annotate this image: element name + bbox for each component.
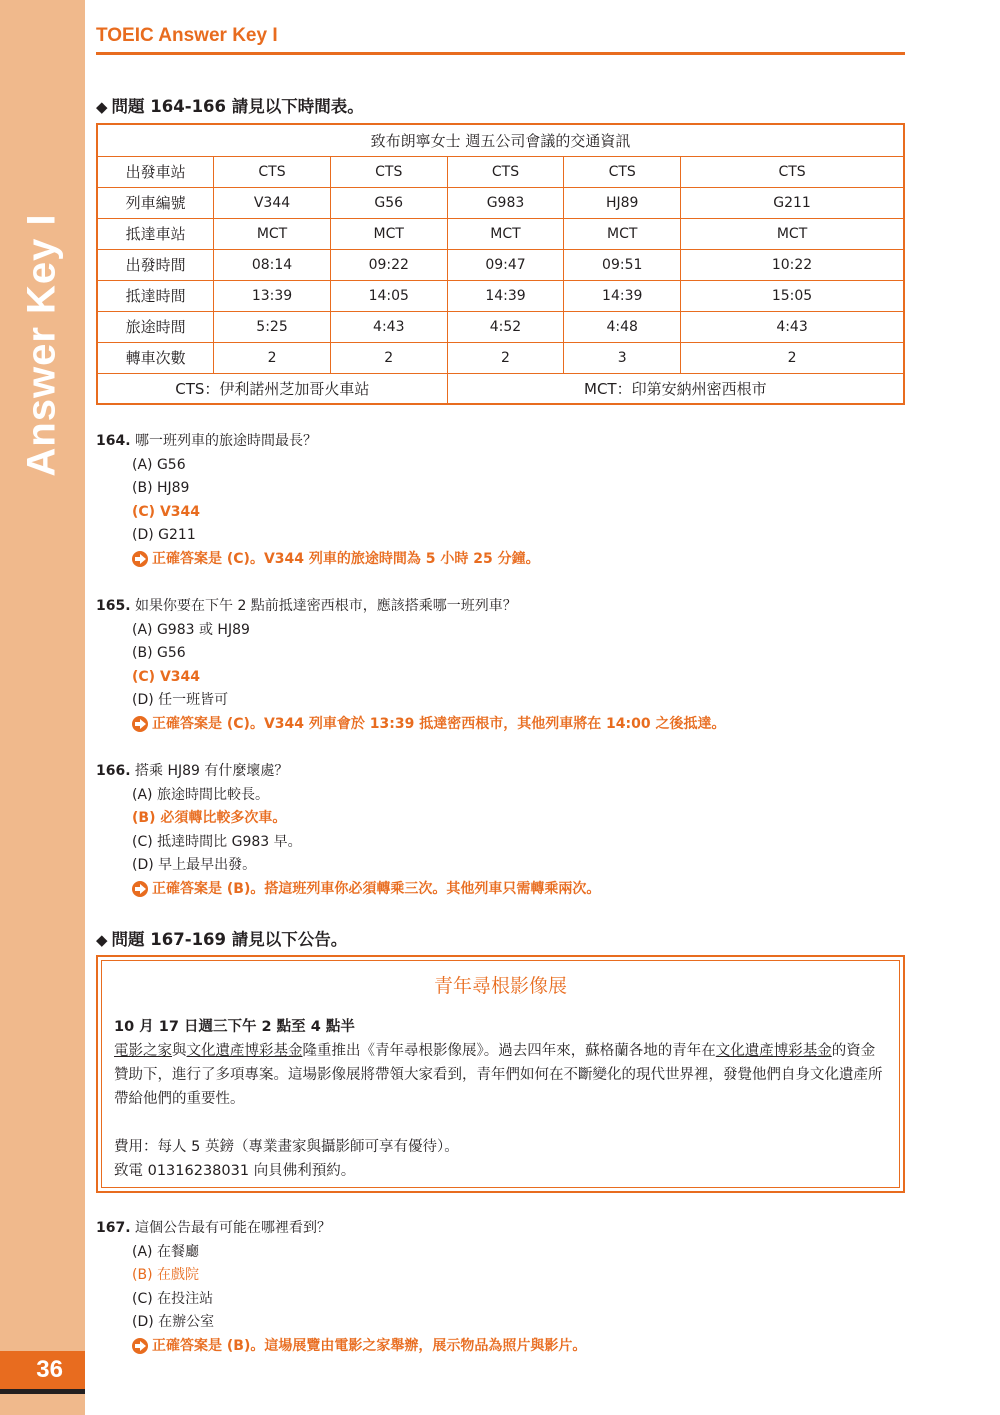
question-number: 167. (96, 1220, 131, 1236)
option-b: (B) G56 (132, 645, 186, 661)
table-cell: MCT (214, 218, 331, 249)
notice-title: 青年尋根影像展 (433, 975, 567, 997)
table-cell: HJ89 (564, 187, 681, 218)
question-stem (96, 760, 600, 784)
table-cell: CTS (564, 156, 681, 187)
table-cell: G56 (330, 187, 447, 218)
table-row (97, 311, 904, 342)
table-cell: 09:47 (447, 249, 564, 280)
table-cell: CTS (447, 156, 564, 187)
table-cell: 4:43 (681, 311, 904, 342)
table-row (97, 156, 904, 187)
table-cell: 2 (330, 342, 447, 373)
table-cell: MCT (564, 218, 681, 249)
table-cell: V344 (214, 187, 331, 218)
table-cell: 4:43 (330, 311, 447, 342)
timetable-title: 致布朗寧女士 週五公司會議的交通資訊 (97, 124, 904, 156)
table-row (97, 218, 904, 249)
diamond-icon: ◆ (96, 931, 108, 949)
footnote-mct: MCT：印第安納州密西根市 (447, 373, 904, 404)
table-cell: MCT (330, 218, 447, 249)
table-cell: 14:05 (330, 280, 447, 311)
question-stem (96, 1217, 586, 1241)
table-cell: 14:39 (447, 280, 564, 311)
option-c: (C) 抵達時間比 G983 早。 (132, 833, 302, 850)
question-number: 166. (96, 763, 131, 779)
option-c: (C) 在投注站 (132, 1290, 214, 1307)
row-header: 轉車次數 (97, 342, 214, 373)
option-a: (A) 在餐廳 (132, 1243, 199, 1260)
footnote-cts: CTS：伊利諾州芝加哥火車站 (97, 373, 447, 404)
option-d: (D) 早上最早出發。 (132, 857, 257, 873)
table-cell: 2 (681, 342, 904, 373)
answer-text: 正確答案是 (C)。V344 列車的旅途時間為 5 小時 25 分鐘。 (152, 550, 540, 567)
notice-org-heritage-fund: 文化遺產博彩基金 (715, 1043, 832, 1059)
table-row (97, 342, 904, 373)
table-cell: 2 (214, 342, 331, 373)
option-c-correct: (C) V344 (132, 503, 201, 520)
question-text: 哪一班列車的旅途時間最長？ (135, 433, 317, 449)
header-title: TOEIC Answer Key I (96, 25, 278, 46)
table-cell: 08:14 (214, 249, 331, 280)
row-header: 出發時間 (97, 249, 214, 280)
notice-text: 隆重推出《青年尋根影像展》。過去四年來，蘇格蘭各地的青年在 (302, 1043, 716, 1059)
table-cell: 15:05 (681, 280, 904, 311)
table-cell: 13:39 (214, 280, 331, 311)
question-text: 搭乘 HJ89 有什麼壞處？ (135, 763, 289, 779)
section-heading-2 (96, 926, 347, 950)
table-row (97, 249, 904, 280)
table-footnote-row (97, 373, 904, 404)
table-cell: MCT (447, 218, 564, 249)
question-text: 這個公告最有可能在哪裡看到？ (135, 1220, 331, 1236)
option-b-correct: (B) 在戲院 (132, 1267, 199, 1283)
table-cell: 2 (447, 342, 564, 373)
table-cell: 10:22 (681, 249, 904, 280)
answer-explanation (96, 1335, 586, 1359)
diamond-icon: ◆ (96, 98, 108, 116)
page-number-rule (0, 1389, 85, 1394)
table-cell: 4:48 (564, 311, 681, 342)
table-row (97, 187, 904, 218)
notice-paragraph (114, 1039, 889, 1111)
table-cell: 3 (564, 342, 681, 373)
row-header: 出發車站 (97, 156, 214, 187)
table-cell: CTS (330, 156, 447, 187)
notice-text: 與 (172, 1043, 187, 1059)
option-a: (A) G56 (132, 456, 186, 473)
arrow-icon (132, 551, 148, 567)
option-b: (B) HJ89 (132, 480, 190, 496)
question-stem (96, 430, 540, 454)
section-heading-2-text: 問題 167-169 請見以下公告。 (111, 930, 348, 949)
notice-text: 的資金贊助下，進行了多項專案。這場影像展將帶領大家看到，青年們如何在不斷變化的現代世界裡，發覺他們自身文化遺產所帶給他們的重要性。 (114, 1043, 883, 1107)
option-d: (D) 在辦公室 (132, 1314, 215, 1330)
answer-explanation (96, 878, 600, 902)
question-number: 164. (96, 433, 131, 449)
option-a: (A) G983 或 HJ89 (132, 621, 250, 638)
row-header: 抵達車站 (97, 218, 214, 249)
notice-body (114, 1015, 889, 1183)
question-164 (96, 430, 540, 571)
table-cell: CTS (681, 156, 904, 187)
notice-box (96, 955, 905, 1193)
row-header: 旅途時間 (97, 311, 214, 342)
page-number: 36 (0, 1351, 85, 1389)
header-rule (96, 52, 905, 55)
option-b-correct: (B) 必須轉比較多次車。 (132, 810, 287, 826)
notice-spacer (114, 1111, 889, 1135)
answer-text: 正確答案是 (C)。V344 列車會於 13:39 抵達密西根市，其他列車將在 14:00 之後抵達。 (152, 715, 726, 732)
option-c-correct: (C) V344 (132, 668, 201, 685)
notice-contact: 致電 01316238031 向貝佛利預約。 (114, 1163, 356, 1179)
table-cell: G983 (447, 187, 564, 218)
question-166 (96, 760, 600, 901)
answer-explanation (96, 713, 726, 737)
timetable (96, 123, 905, 405)
side-label-text: Answer Key I (19, 213, 64, 477)
question-text: 如果你要在下午 2 點前抵達密西根市，應該搭乘哪一班列車？ (135, 598, 517, 614)
table-cell: G211 (681, 187, 904, 218)
section-heading-1-text: 問題 164-166 請見以下時間表。 (111, 97, 364, 116)
option-d: (D) 任一班皆可 (132, 692, 229, 708)
question-number: 165. (96, 598, 131, 614)
question-stem (96, 595, 726, 619)
table-cell: 09:22 (330, 249, 447, 280)
table-cell: MCT (681, 218, 904, 249)
question-165 (96, 595, 726, 736)
section-heading-1 (96, 93, 364, 117)
arrow-icon (132, 716, 148, 732)
notice-org-film-house: 電影之家 (114, 1043, 172, 1059)
table-cell: 14:39 (564, 280, 681, 311)
table-cell: 09:51 (564, 249, 681, 280)
option-d: (D) G211 (132, 527, 196, 543)
question-167 (96, 1217, 586, 1358)
row-header: 列車編號 (97, 187, 214, 218)
arrow-icon (132, 1338, 148, 1354)
answer-text: 正確答案是 (B)。這場展覽由電影之家舉辦，展示物品為照片與影片。 (152, 1337, 587, 1354)
side-bar (0, 0, 85, 1415)
table-row (97, 280, 904, 311)
notice-date: 10 月 17 日週三下午 2 點至 4 點半 (114, 1019, 355, 1035)
notice-fee: 費用：每人 5 英鎊（專業畫家與攝影師可享有優待）。 (114, 1139, 459, 1155)
row-header: 抵達時間 (97, 280, 214, 311)
table-cell: 5:25 (214, 311, 331, 342)
table-cell: CTS (214, 156, 331, 187)
table-cell: 4:52 (447, 311, 564, 342)
notice-org-heritage-fund: 文化遺產博彩基金 (186, 1043, 303, 1059)
answer-explanation (96, 548, 540, 572)
arrow-icon (132, 881, 148, 897)
option-a: (A) 旅途時間比較長。 (132, 786, 269, 803)
answer-text: 正確答案是 (B)。搭這班列車你必須轉乘三次。其他列車只需轉乘兩次。 (152, 880, 601, 897)
